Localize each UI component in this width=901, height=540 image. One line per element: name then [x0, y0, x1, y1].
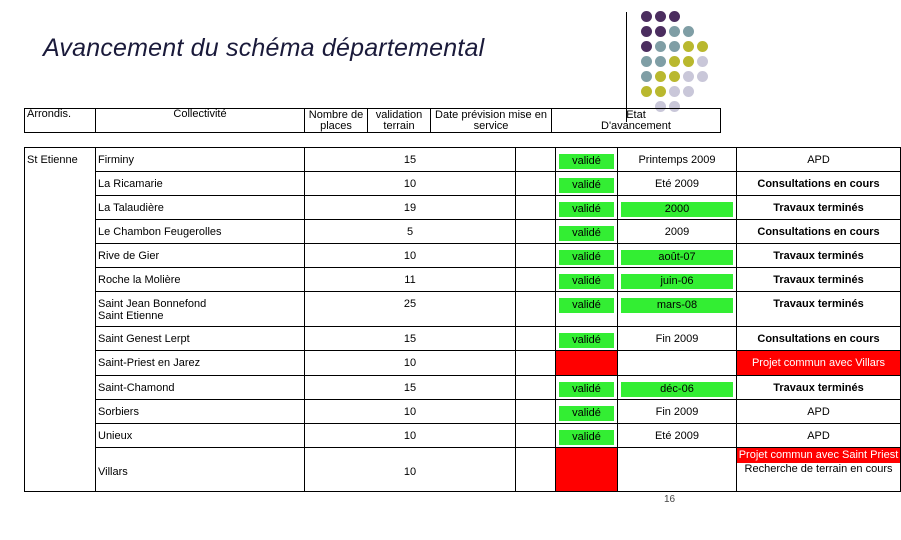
collectivite: Roche la Molière — [98, 274, 181, 286]
places-cell — [305, 351, 516, 376]
validation-chip: validé — [559, 406, 614, 421]
validation-cell — [556, 376, 618, 400]
decor-dot — [641, 86, 652, 97]
collectivite: Le Chambon Feugerolles — [98, 226, 222, 238]
etat-cell — [737, 448, 901, 492]
table-row — [25, 448, 901, 492]
validation-chip: validé — [559, 274, 614, 289]
validation-cell — [556, 268, 618, 292]
header-etat-line1: Etat — [626, 108, 646, 121]
decor-dot — [669, 26, 680, 37]
collectivite-cell — [96, 172, 305, 196]
collectivite-cell — [96, 424, 305, 448]
table-row — [25, 424, 901, 448]
spacer-cell — [516, 148, 556, 172]
validation-chip: validé — [559, 333, 614, 348]
date: Fin 2009 — [655, 406, 699, 418]
table-row — [25, 400, 901, 424]
decor-dot — [655, 86, 666, 97]
table-row — [25, 327, 901, 351]
etat: Travaux terminés — [773, 274, 864, 286]
arrondissement-cell — [25, 148, 96, 492]
date-cell — [618, 148, 737, 172]
decor-dot — [683, 86, 694, 97]
date-cell — [618, 376, 737, 400]
validation-chip: validé — [559, 250, 614, 265]
places-cell — [305, 424, 516, 448]
date: Fin 2009 — [655, 333, 699, 345]
collectivite-cell — [96, 376, 305, 400]
collectivite-cell — [96, 220, 305, 244]
spacer-cell — [516, 400, 556, 424]
title-divider — [626, 12, 627, 122]
places-cell — [305, 448, 516, 492]
validation-chip: validé — [559, 178, 614, 193]
validation-chip: validé — [559, 430, 614, 445]
decor-dot — [683, 41, 694, 52]
places-cell — [305, 376, 516, 400]
etat-line2: Recherche de terrain en cours — [744, 463, 893, 475]
places-cell — [305, 292, 516, 327]
spacer-cell — [516, 292, 556, 327]
page-title: Avancement du schéma départemental — [43, 34, 485, 62]
etat-cell — [737, 172, 901, 196]
decor-dot — [669, 71, 680, 82]
collectivite-cell — [96, 351, 305, 376]
date-cell — [618, 292, 737, 327]
date-cell — [618, 172, 737, 196]
collectivite: Firminy — [98, 154, 135, 166]
collectivite-cell — [96, 148, 305, 172]
data-table — [24, 147, 901, 492]
places: 10 — [403, 406, 417, 418]
table-row — [25, 376, 901, 400]
places: 11 — [404, 274, 416, 286]
places: 10 — [403, 250, 417, 262]
validation-chip: validé — [559, 226, 614, 241]
date-cell — [618, 351, 737, 376]
collectivite-cell — [96, 268, 305, 292]
date-chip: 2000 — [621, 202, 733, 217]
arrondissement: St Etienne — [27, 154, 78, 166]
header-arrondis: Arrondis. — [25, 109, 96, 133]
validation-cell — [556, 148, 618, 172]
spacer-cell — [516, 448, 556, 492]
date-cell — [618, 327, 737, 351]
etat: Consultations en cours — [757, 333, 880, 345]
date-cell — [618, 448, 737, 492]
date: Eté 2009 — [654, 430, 700, 442]
decor-dot — [641, 56, 652, 67]
collectivite-cell — [96, 327, 305, 351]
validation-cell — [556, 327, 618, 351]
table-row — [25, 268, 901, 292]
decor-dot — [683, 56, 694, 67]
date-cell — [618, 268, 737, 292]
date: Eté 2009 — [654, 178, 700, 190]
places-cell — [305, 244, 516, 268]
collectivite: Saint-Priest en Jarez — [98, 357, 201, 369]
table-row — [25, 292, 901, 327]
validation-chip: validé — [559, 382, 614, 397]
etat-cell — [737, 268, 901, 292]
collectivite: Saint Genest Lerpt — [98, 333, 190, 345]
places: 10 — [403, 466, 417, 478]
collectivite-line2: Saint Etienne — [98, 310, 164, 322]
etat-cell-red — [737, 351, 901, 376]
places: 10 — [403, 430, 417, 442]
places-cell — [305, 196, 516, 220]
etat: Travaux terminés — [773, 202, 864, 214]
etat-cell — [737, 220, 901, 244]
spacer-cell — [516, 268, 556, 292]
decor-dot — [669, 41, 680, 52]
etat-cell — [737, 292, 901, 327]
date-chip: déc-06 — [621, 382, 733, 397]
table-row — [25, 220, 901, 244]
decor-dot — [655, 26, 666, 37]
collectivite: La Ricamarie — [98, 178, 163, 190]
table-row — [25, 172, 901, 196]
etat-cell — [737, 148, 901, 172]
places-cell — [305, 327, 516, 351]
decor-dot — [697, 71, 708, 82]
etat: APD — [807, 406, 830, 418]
header-validation: validation terrain — [368, 109, 431, 133]
date-chip: mars-08 — [621, 298, 733, 313]
collectivite-cell — [96, 292, 305, 327]
decor-dot — [697, 41, 708, 52]
validation-cell — [556, 172, 618, 196]
date-cell — [618, 244, 737, 268]
etat: Travaux terminés — [773, 298, 864, 310]
places: 19 — [403, 202, 417, 214]
header-nombre: Nombre de places — [305, 109, 368, 133]
spacer-cell — [516, 220, 556, 244]
validation-chip: validé — [559, 154, 614, 169]
places: 10 — [403, 357, 417, 369]
table-row — [25, 244, 901, 268]
collectivite: La Talaudière — [98, 202, 164, 214]
validation-cell — [556, 400, 618, 424]
decor-dot — [669, 11, 680, 22]
decor-dot — [683, 71, 694, 82]
validation-chip: validé — [559, 202, 614, 217]
decor-dot — [641, 41, 652, 52]
header-collectivite: Collectivité — [96, 109, 305, 133]
decor-dot — [697, 56, 708, 67]
validation-cell — [556, 424, 618, 448]
date-chip: juin-06 — [621, 274, 733, 289]
decor-dot — [655, 11, 666, 22]
spacer-cell — [516, 327, 556, 351]
etat: Travaux terminés — [773, 382, 864, 394]
spacer-cell — [516, 424, 556, 448]
places: 15 — [403, 333, 417, 345]
header-etat-line2: D'avancement — [601, 119, 671, 132]
etat-cell — [737, 196, 901, 220]
collectivite: Saint Jean Bonnefond — [98, 298, 207, 310]
places-cell — [305, 400, 516, 424]
places-cell — [305, 172, 516, 196]
date-cell — [618, 196, 737, 220]
decor-dot — [641, 26, 652, 37]
date-cell — [618, 220, 737, 244]
etat: APD — [807, 154, 830, 166]
validation-cell-red — [556, 448, 618, 492]
page-number: 16 — [664, 494, 676, 505]
collectivite-cell — [96, 196, 305, 220]
date: Printemps 2009 — [638, 154, 716, 166]
validation-cell — [556, 220, 618, 244]
collectivite: Villars — [98, 466, 128, 478]
collectivite-cell — [96, 448, 305, 492]
validation-cell — [556, 292, 618, 327]
places-cell — [305, 148, 516, 172]
etat: APD — [807, 430, 830, 442]
validation-chip: validé — [559, 298, 614, 313]
decor-dot — [669, 56, 680, 67]
spacer-cell — [516, 172, 556, 196]
decor-dot — [683, 26, 694, 37]
decor-dot — [641, 11, 652, 22]
validation-cell-red — [556, 351, 618, 376]
date-cell — [618, 424, 737, 448]
spacer-cell — [516, 196, 556, 220]
date-chip: août-07 — [621, 250, 733, 265]
places: 10 — [403, 178, 417, 190]
places: 5 — [406, 226, 414, 238]
etat-cell — [737, 400, 901, 424]
etat-cell — [737, 244, 901, 268]
decor-dot — [669, 86, 680, 97]
etat: Consultations en cours — [757, 226, 880, 238]
places: 25 — [403, 298, 417, 310]
etat: Consultations en cours — [757, 178, 880, 190]
places: 15 — [403, 382, 417, 394]
etat-cell — [737, 424, 901, 448]
date-cell — [618, 400, 737, 424]
date: 2009 — [664, 226, 690, 238]
header-date: Date prévision mise en service — [431, 109, 552, 133]
collectivite-cell — [96, 244, 305, 268]
table-row — [25, 148, 901, 172]
table-header — [24, 108, 721, 133]
collectivite: Sorbiers — [98, 406, 139, 418]
spacer-cell — [516, 244, 556, 268]
decor-dot — [655, 56, 666, 67]
validation-cell — [556, 244, 618, 268]
spacer-cell — [516, 376, 556, 400]
header-etat — [552, 109, 721, 133]
table-row — [25, 196, 901, 220]
etat: Projet commun avec Villars — [751, 357, 886, 369]
table-row — [25, 351, 901, 376]
etat-cell — [737, 327, 901, 351]
decor-dot — [655, 41, 666, 52]
decorative-dots — [639, 9, 720, 119]
collectivite: Unieux — [98, 430, 133, 442]
spacer-cell — [516, 351, 556, 376]
validation-cell — [556, 196, 618, 220]
places-cell — [305, 268, 516, 292]
decor-dot — [655, 71, 666, 82]
etat: Projet commun avec Saint Priest — [738, 449, 899, 461]
etat-cell — [737, 376, 901, 400]
collectivite: Saint-Chamond — [98, 382, 175, 394]
places-cell — [305, 220, 516, 244]
places: 15 — [403, 154, 417, 166]
etat: Travaux terminés — [773, 250, 864, 262]
decor-dot — [641, 71, 652, 82]
collectivite: Rive de Gier — [98, 250, 160, 262]
collectivite-cell — [96, 400, 305, 424]
